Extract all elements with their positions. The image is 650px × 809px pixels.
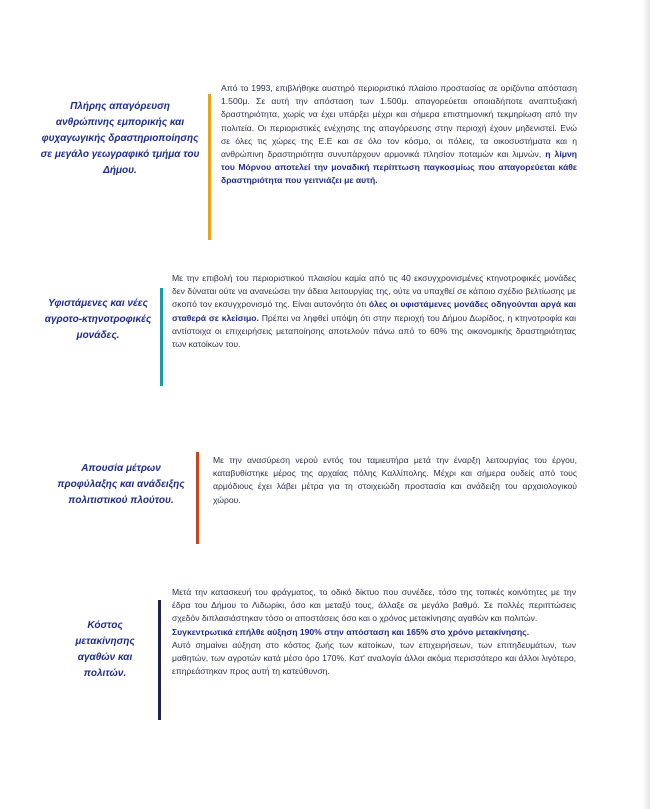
section-text: Από το 1993, επιβλήθηκε αυστηρό περιοριστικό πλαίσιο προστασίας σε οριζόντια απόσταση 1.500μ. Σε αυτή την απόσταση των 1.500μ. απαγορεύεται οποιαδήποτε αναπτυξιακή δραστηριότητα, χωρίς να έχει υπάρξει μέχρι και σήμερα επιστημονική τεκμηρίωση από την πολιτεία. Οι περιοριστικές ενέχησης της απαγόρευσης στην περιοχή έχουν μηδενιστεί. Ενώ σε όλες τις χώρες της Ε.Ε και σε όλο τον κόσμο, οι πόλεις, τα οικοσυστήματα και η ανθρώπινη δραστηριότητα συνυπάρχουν αρμονικά πλησίον ποταμών και λιμνών, (221, 83, 577, 160)
section-label: Απουσία μέτρων προφύλαξης και ανάδειξης πολιτιστικού πλούτου. (57, 463, 185, 506)
section-highlight: όλες οι υφιστάμενες μονάδες οδηγούνται αργά και σταθερά σε κλείσιμο. (172, 299, 577, 323)
section-text: Με την επιβολή του περιοριστικού πλαισίου καμία από τις 40 εκσυγχρονισμένες κτηνοτροφικές μονάδες δεν δύναται ούτε να ανανεώσει την άδεια λειτουργίας της, ούτε να υπαχθεί σε κάποιο σχέδιο βελτίωσης με σκοπό τον εκσυγχρονισμό της. Είναι αυτονόητο ότι (172, 273, 576, 310)
section-divider-bar (208, 94, 211, 240)
section-label: Υφιστάμενες και νέες αγροτο-κτηνοτροφικές μονάδες. (44, 298, 152, 341)
section-divider-bar (196, 452, 199, 544)
section-text-after: Πρέπει να ληφθεί υπόψη ότι στην περιοχή του Δήμου Δωρίδος, η κτηνοτροφία και αντίστοιχα οι επιχειρήσεις μεταποίησης αποτελούν πάνω από το 60% της οικονομικής δραστηριότητας των κατοίκων του. (172, 312, 576, 350)
section-body (221, 82, 577, 188)
section-body (172, 586, 576, 678)
section-text: Με την ανασύρεση νερού εντός του ταμιευτήρα μετά την έναρξη λειτουργίας του έργου, καταβυθίστηκε μέρος της αρχαίας πόλης Καλλίπολης. Μέχρι και σήμερα ουδείς από τους αρμόδιους έχει λάβει μέτρα για τη στοιχειώδη προστασία και ανάδειξη του αρχαιολογικού χώρου. (213, 455, 577, 505)
section-label: Πλήρης απαγόρευση ανθρώπινης εμπορικής και φυχαγωγικής δραστηριοποίησης σε μεγάλο γεωγραφικό τμήμα του Δήμου. (40, 101, 200, 176)
section-highlight: η λίμνη του Μόρνου αποτελεί την μοναδική περίπτωση παγκοσμίως που απαγορεύεται κάθε δραστηριότητα που γειτνιάζει με αυτή. (221, 149, 578, 186)
section-text-after: Αυτό σημαίνει αύξηση στο κόστος ζωής των κατοίκων, των επιχειρήσεων, των επιτηδευμάτων, των μαθητών, των αγροτών κατά μέσο όρο 170%. Κατ' αναλογία άλλοι ακόμα περισσότερο και άλλοι λιγότερο, επηρεάστηκαν προς αυτή τη κατεύθυνση. (172, 639, 576, 677)
section-divider-bar (158, 600, 161, 720)
section-text: Μετά την κατασκευή του φράγματος, το οδικό δίκτυο που συνέδεε, τόσο της τοπικές κοινότητες με την έδρα του Δήμου το Λιδωρίκι, όσο και μεταξύ τους, άλλαξε σε μεγάλο βαθμό. Σε πολλές περιπτώσεις σχεδόν διπλασιάστηκαν τόσο οι αποστάσεις όσο και ο χρόνος μετακίνησης αγαθών και πολιτών. (172, 587, 576, 624)
section-highlight: Συγκεντρωτικά επήλθε αύξηση 190% στην απόσταση και 165% στο χρόνο μετακίνησης. (172, 626, 530, 637)
section-divider-bar (160, 288, 163, 386)
section-body (213, 454, 577, 507)
page-edge-shadow (642, 0, 650, 809)
section-label: Κόστος μετακίνησης αγαθών και πολιτών. (75, 620, 135, 679)
section-body (172, 272, 576, 351)
